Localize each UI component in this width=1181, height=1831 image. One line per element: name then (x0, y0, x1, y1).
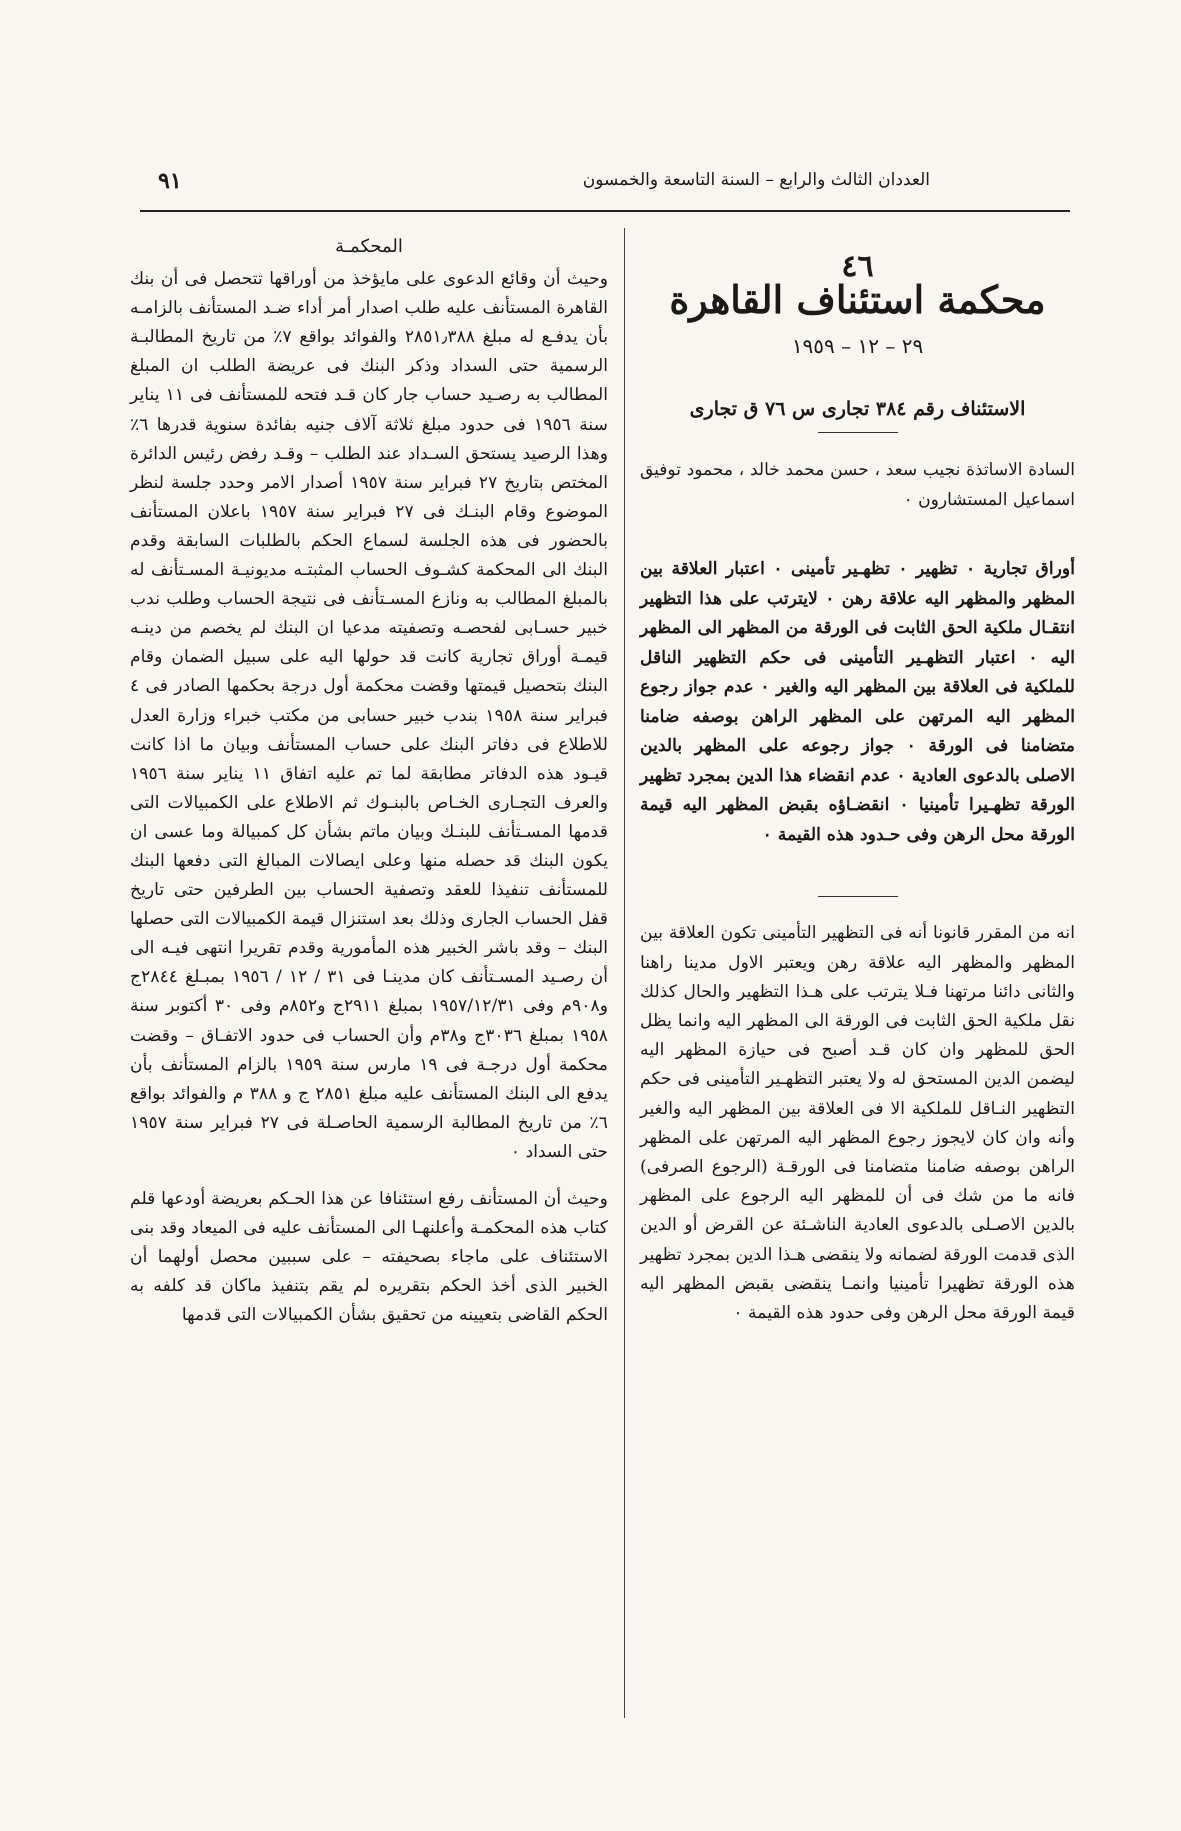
page-number: ٩١ (158, 168, 182, 194)
case-date: ٢٩ – ١٢ – ١٩٥٩ (791, 334, 924, 359)
legal-principle: انه من المقرر قانونا أنه فى التظهير التأمينى تكون العلاقة بين المظهر والمظهر اليه علاقة رهن ويعتبر الاول مدينا راهنا والثانى دائنا مرتهنا فـلا يترتب على هـذا التظهير والحال كذلك نقل ملكية الحق الثابت فى الورقة الى المظهر اليه وانما يظل الحق للمظهر وان كان قـد أصبح فى حيازة المظهر اليه ليضمن الدين المستحق له ولا يعتبر التظهـير التأمينى فى حكم التظهير النـاقل للملكية الا فى العلاقة بين المظهر اليه والغير وأنه وان كان لايجوز رجوع المظهر اليه المرتهن على المظهر الراهن بوصفه ضامنا متضامنا فى الورقـة (الرجوع الصرفى) فانه ما من شك فى أن للمظهر اليه الرجوع على المظهر بالدين الاصـلى بالدعوى العادية الناشـئة عن القرض أو الدين الذى قدمت الورقة لضمانه ولا ينقضى هـذا الدين بمجرد تظهير هذه الورقة تظهيرا تأمينيا وانمـا ينقضى بقبض المظهر اليه قيمة الورقة محل الرهن وفى حدود هذه القيمة ٠ (640, 923, 1075, 1324)
case-number: ٤٦ (841, 249, 874, 284)
facts-paragraph: وحيث أن وقائع الدعوى على مايؤخذ من أوراقها تتحصل فى أن بنك القاهرة المستأنف عليه طلب اصدار أمر أداء ضـد المستأنف بالزامـه بأن يدفـع له مبلغ ٢٨٥١٫٣٨٨ والفوائد بواقع ٧٪ من تاريخ المطالبـة الرسمية حتى السداد وذكر البنك فى عريضة الطلب ان المبلغ المطالب به رصـيد حساب جار كان قـد فتحه للمستأنف فى ١١ يناير سنة ١٩٥٦ فى حدود مبلغ ثلاثة آلاف جنيه بفائدة سنوية قدرها ٦٪ وهذا الرصيد يستحق السـداد عند الطلب – وقـد رفض رئيس الدائرة المختص بتاريخ ٢٧ فبراير سنة ١٩٥٧ أصدار الامر وحدد جلسة لنظر الموضوع وقام البنـك فى ٢٧ فبراير سنة ١٩٥٧ باعلان المستأنف بالحضور فى هذه الجلسة لسماع الحكم بالطلبات السابقة وقدم البنك الى المحكمة كشـوف الحساب المثبتـه مديونيـة المسـتأنف له بالمبلغ المطالب به ونازع المسـتأنف فى نتيجة الحساب وطلب ندب خبير حسـابى لفحصـه وتصفيته مدعيا ان البنك لم يخصم من دينـه قيمـة أوراق تجارية كانت قد حولها اليه على سبيل الضمان وقام البنك بتحصيل قيمتها وقضت محكمة أول درجة بحكمها الصادر فى ٤ فبراير سنة ١٩٥٨ بندب خبير حسابى من مكتب خبراء وزارة العدل للاطلاع فى دفاتر البنك على حساب المستأنف وبيان ما اذا كانت قيـود هذه الدفاتر مطابقة لما تم عليه اتفاق ١١ يناير سنة ١٩٥٦ والعرف التجـارى الخـاص بالبنـوك ثم الاطلاع على الكمبيالات التى قدمها المسـتأنف للبنـك وبيان ماتم بشأن كل كمبيالة وما عسى ان يكون البنك قد حصله منها وعلى ايصالات المبالغ التى دفعها البنك للمستأنف تنفيذا للعقد وتصفية الحساب بين الطرفين حتى تاريخ قفل الحساب الجارى وذلك بعد استنزال قيمة الكمبيالات التى حصلها البنك – وقد باشر الخبير هذه المأمورية وقدم تقريرا انتهى فيـه الى أن رصـيد المسـتأنف كان مدينـا فى ٣١ / ١٢ / ١٩٥٦ بمبـلغ ٢٨٤٤ج و٩٠٨م وفى ١٩٥٧/١٢/٣١ بمبلغ ٢٩١١ج و٨٥٢م وفى ٣٠ أكتوبر سنة ١٩٥٨ بمبلغ ٣٠٣٦ج و٣٨م وأن الحساب فى حدود الاتفـاق – وقضت محكمة أول درجـة فى ١٩ مارس سنة ١٩٥٩ بالزام المستأنف بأن يدفع الى البنك المستأنف عليه مبلغ ٢٨٥١ ج و ٣٨٨ م والفوائد بواقع ٦٪ من تاريخ المطالبة الرسمية الحاصـلة فى ٢٧ فبراير سنة ١٩٥٧ حتى السداد ٠ (130, 269, 609, 1162)
right-column (640, 250, 1075, 1328)
short-divider (818, 432, 898, 433)
appeal-paragraph: وحيث أن المستأنف رفع استئنافا عن هذا الحـكم بعريضة أودعها قلم كتاب هذه المحكمـة وأعلنهـا الى المستأنف عليه فى الميعاد وقد بنى الاستئناف على ماجاء بصحيفته – على سببين محصل أولهما أن الخبير الذى أخذ الحكم بتقريره لم يقم بتنفيذ ماكان قد كلفه به الحكم القاضى بتعيينه من تحقيق بشأن الكمبيالات التى قدمها (130, 1189, 608, 1326)
case-summary: أوراق تجارية ٠ تظهير ٠ تظهـير تأمينى ٠ اعتبار العلاقة بين المظهر والمظهر اليه علاقة رهن ٠ لايترتب على هذا التظهير انتقـال ملكية الحق الثابت فى الورقة من المظهر الى المظهر اليه ٠ اعتبار التظهـير التأمينى فى حكم التظهير الناقل للملكية فى العلاقة بين المظهر اليه والغير ٠ عدم جواز رجوع المظهر اليه المرتهن على المظهر الراهن بوصفه ضامنا متضامنا فى الورقة ٠ جواز رجوعه على المظهر بالدين الاصلى بالدعوى العادية ٠ عدم انقضاء هذا الدين بمجرد تظهير الورقة تظهـيرا تأمينيا ٠ انقضـاؤه بقبض المظهر اليه قيمة الورقة محل الرهن وفى حـدود هذه القيمة ٠ (640, 559, 1076, 845)
left-column (130, 232, 608, 1348)
court-section-heading: المحكمـة (335, 236, 403, 257)
short-divider (818, 896, 898, 897)
court-name: محكمة استئناف القاهرة (669, 277, 1046, 323)
judges-list: السادة الاساتذة نجيب سعد ، حسن محمد خالد ، محمود توفيق اسماعيل المستشارون ٠ (640, 460, 1075, 511)
header-divider (140, 210, 1070, 212)
page-header (140, 162, 1060, 202)
journal-issue-title: العددان الثالث والرابع – السنة التاسعة والخمسون (582, 170, 930, 190)
appeal-reference: الاستئناف رقم ٣٨٤ تجارى س ٧٦ ق تجارى (689, 398, 1026, 421)
column-divider (624, 228, 625, 1718)
